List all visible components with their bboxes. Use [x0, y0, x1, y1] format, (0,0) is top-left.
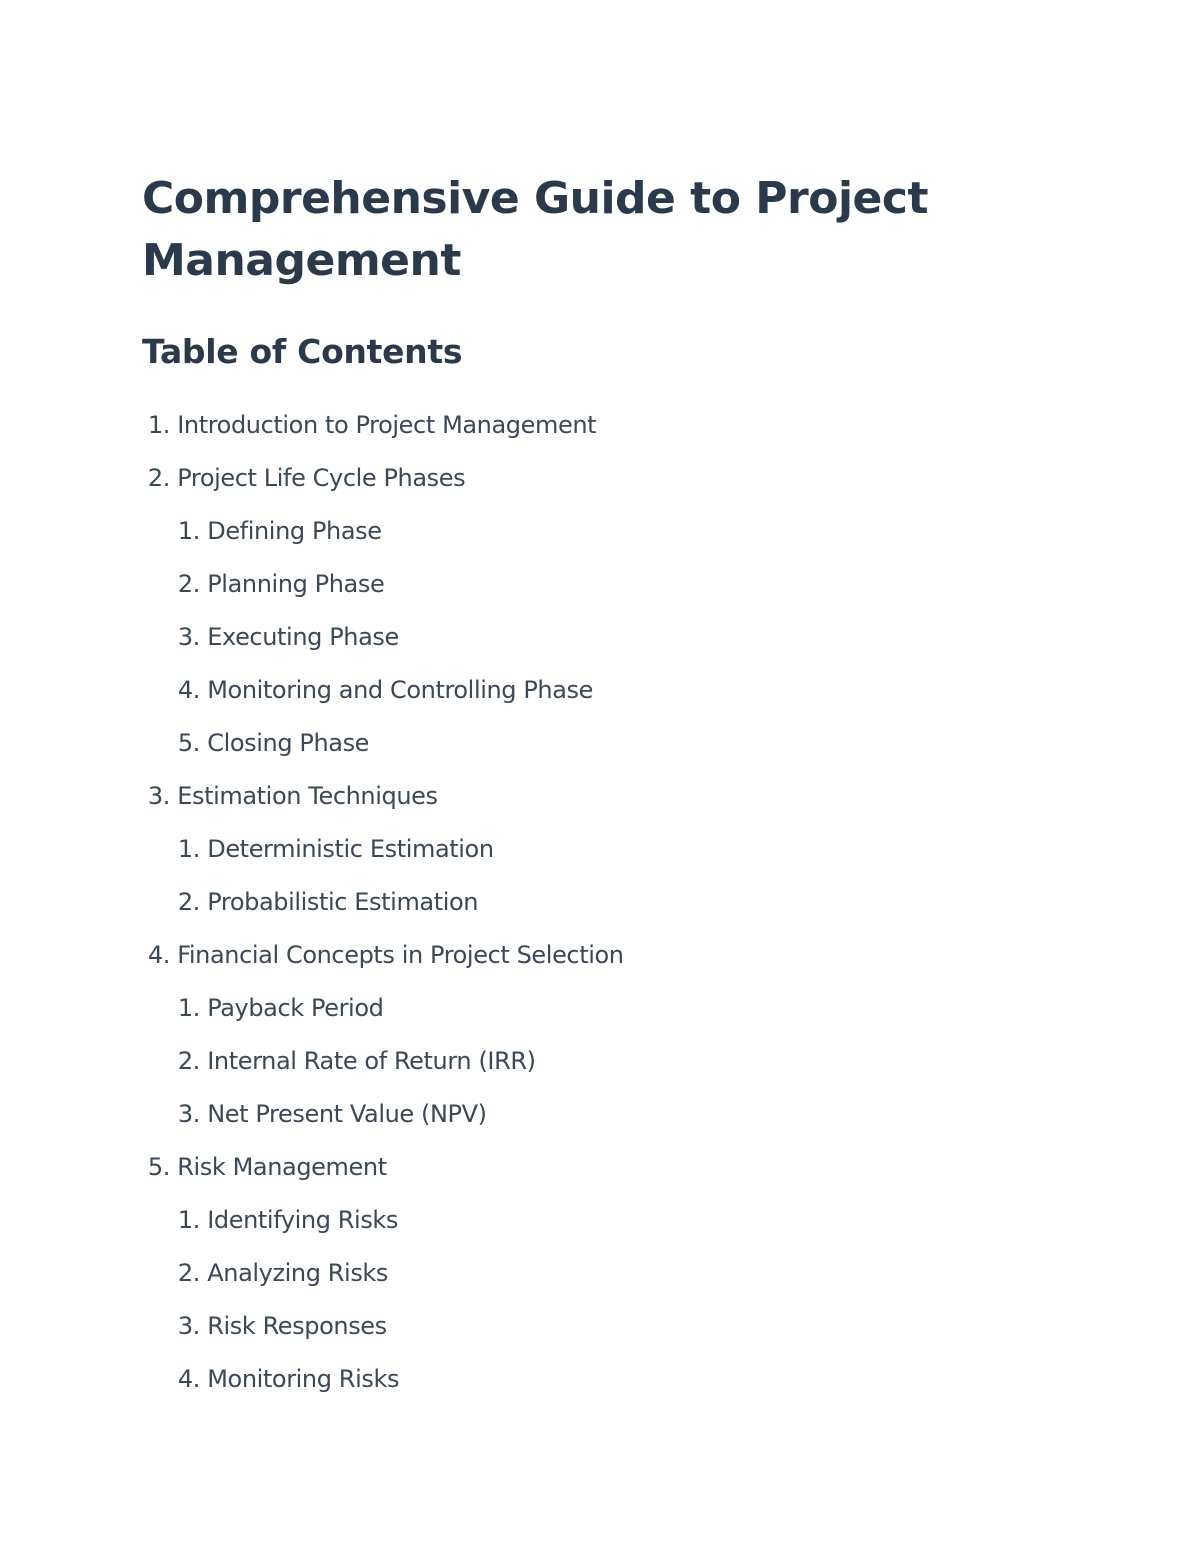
toc-subitem-probabilistic-estimation[interactable] — [142, 876, 1082, 929]
toc-item-label: Payback Period — [207, 994, 384, 1022]
toc-item-risk-management[interactable] — [142, 1141, 1082, 1194]
toc-subitem-irr[interactable] — [142, 1035, 1082, 1088]
toc-item-number: 2. — [177, 1047, 200, 1075]
toc-item-financial-concepts[interactable] — [142, 929, 1082, 982]
toc-item-label: Risk Responses — [207, 1312, 387, 1340]
toc-subitem-planning-phase[interactable] — [142, 558, 1082, 611]
toc-heading: Table of Contents — [142, 332, 463, 371]
toc-item-number: 4. — [177, 676, 200, 704]
toc-item-number: 3. — [177, 1100, 200, 1128]
document-page — [142, 168, 1082, 1406]
toc-item-number: 1. — [177, 517, 200, 545]
toc-item-label: Project Life Cycle Phases — [177, 464, 466, 492]
toc-item-life-cycle-phases[interactable] — [142, 452, 1082, 505]
toc-subitem-executing-phase[interactable] — [142, 611, 1082, 664]
toc-subitem-closing-phase[interactable] — [142, 717, 1082, 770]
toc-item-number: 1. — [177, 835, 200, 863]
toc-item-label: Monitoring Risks — [207, 1365, 400, 1393]
toc-item-label: Defining Phase — [207, 517, 382, 545]
toc-item-estimation-techniques[interactable] — [142, 770, 1082, 823]
toc-subitem-npv[interactable] — [142, 1088, 1082, 1141]
toc-item-number: 5. — [147, 1153, 170, 1181]
toc-subitem-deterministic-estimation[interactable] — [142, 823, 1082, 876]
table-of-contents — [142, 399, 1082, 1406]
toc-item-label: Probabilistic Estimation — [207, 888, 479, 916]
toc-subitem-risk-responses[interactable] — [142, 1300, 1082, 1353]
toc-item-number: 5. — [177, 729, 200, 757]
toc-item-label: Closing Phase — [207, 729, 370, 757]
toc-item-label: Executing Phase — [207, 623, 399, 651]
toc-item-label: Planning Phase — [207, 570, 385, 598]
toc-item-label: Analyzing Risks — [207, 1259, 389, 1287]
toc-item-label: Net Present Value (NPV) — [207, 1100, 487, 1128]
toc-item-number: 1. — [147, 411, 170, 439]
toc-item-number: 3. — [147, 782, 170, 810]
toc-item-number: 2. — [177, 888, 200, 916]
toc-subitem-monitoring-controlling-phase[interactable] — [142, 664, 1082, 717]
toc-subitem-defining-phase[interactable] — [142, 505, 1082, 558]
toc-item-label: Introduction to Project Management — [177, 411, 597, 439]
toc-item-label: Estimation Techniques — [177, 782, 438, 810]
document-title: Comprehensive Guide to Project Management — [142, 173, 928, 286]
toc-subitem-identifying-risks[interactable] — [142, 1194, 1082, 1247]
toc-item-number: 1. — [177, 1206, 200, 1234]
toc-item-number: 4. — [147, 941, 170, 969]
toc-item-number: 3. — [177, 1312, 200, 1340]
toc-item-label: Identifying Risks — [207, 1206, 399, 1234]
toc-item-number: 2. — [177, 570, 200, 598]
toc-subitem-monitoring-risks[interactable] — [142, 1353, 1082, 1406]
toc-item-label: Internal Rate of Return (IRR) — [207, 1047, 536, 1075]
toc-item-label: Deterministic Estimation — [207, 835, 494, 863]
toc-item-label: Risk Management — [177, 1153, 387, 1181]
toc-item-number: 2. — [147, 464, 170, 492]
toc-item-number: 4. — [177, 1365, 200, 1393]
toc-item-introduction[interactable] — [142, 399, 1082, 452]
toc-item-label: Financial Concepts in Project Selection — [177, 941, 624, 969]
toc-subitem-payback-period[interactable] — [142, 982, 1082, 1035]
toc-item-number: 1. — [177, 994, 200, 1022]
toc-item-number: 2. — [177, 1259, 200, 1287]
toc-item-number: 3. — [177, 623, 200, 651]
toc-subitem-analyzing-risks[interactable] — [142, 1247, 1082, 1300]
toc-item-label: Monitoring and Controlling Phase — [207, 676, 594, 704]
